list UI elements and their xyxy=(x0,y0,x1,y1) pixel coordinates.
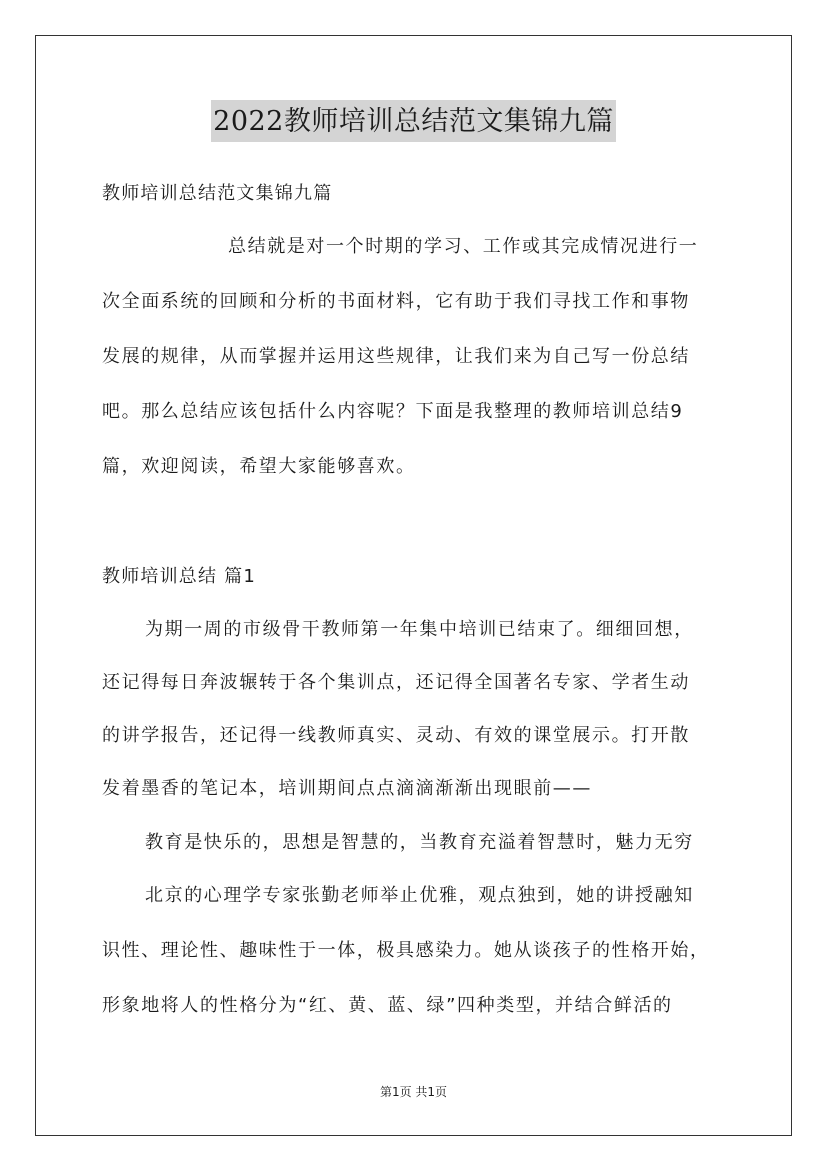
paragraph-line: 北京的心理学专家张勤老师举止优雅，观点独到，她的讲授融知 xyxy=(145,885,694,906)
document-subtitle: 教师培训总结范文集锦九篇 xyxy=(102,183,333,204)
intro-line: 总结就是对一个时期的学习、工作或其完成情况进行一 xyxy=(228,236,699,257)
title-container xyxy=(0,100,827,142)
page-footer: 第1页 共1页 xyxy=(379,1085,448,1099)
paragraph-line: 的讲学报告，还记得一线教师真实、灵动、有效的课堂展示。打开散 xyxy=(102,725,690,746)
paragraph-line: 形象地将人的性格分为“红、黄、蓝、绿”四种类型，并结合鲜活的 xyxy=(102,995,673,1016)
paragraph-line: 还记得每日奔波辗转于各个集训点，还记得全国著名专家、学者生动 xyxy=(102,672,690,693)
intro-line: 发展的规律，从而掌握并运用这些规律，让我们来为自己写一份总结 xyxy=(102,346,690,367)
document-title: 2022教师培训总结范文集锦九篇 xyxy=(211,100,616,142)
paragraph-line: 发着墨香的笔记本，培训期间点点滴滴渐渐出现眼前—— xyxy=(102,778,592,799)
intro-line: 篇，欢迎阅读，希望大家能够喜欢。 xyxy=(102,456,416,477)
paragraph-line: 教育是快乐的，思想是智慧的，当教育充溢着智慧时，魅力无穷 xyxy=(145,832,694,853)
paragraph-line: 识性、理论性、趣味性于一体，极具感染力。她从谈孩子的性格开始， xyxy=(102,940,710,961)
intro-line: 次全面系统的回顾和分析的书面材料，它有助于我们寻找工作和事物 xyxy=(102,291,690,312)
intro-line: 吧。那么总结应该包括什么内容呢？下面是我整理的教师培训总结9 xyxy=(102,401,684,422)
section-heading: 教师培训总结 篇1 xyxy=(102,566,256,587)
paragraph-line: 为期一周的市级骨干教师第一年集中培训已结束了。细细回想， xyxy=(145,619,694,640)
